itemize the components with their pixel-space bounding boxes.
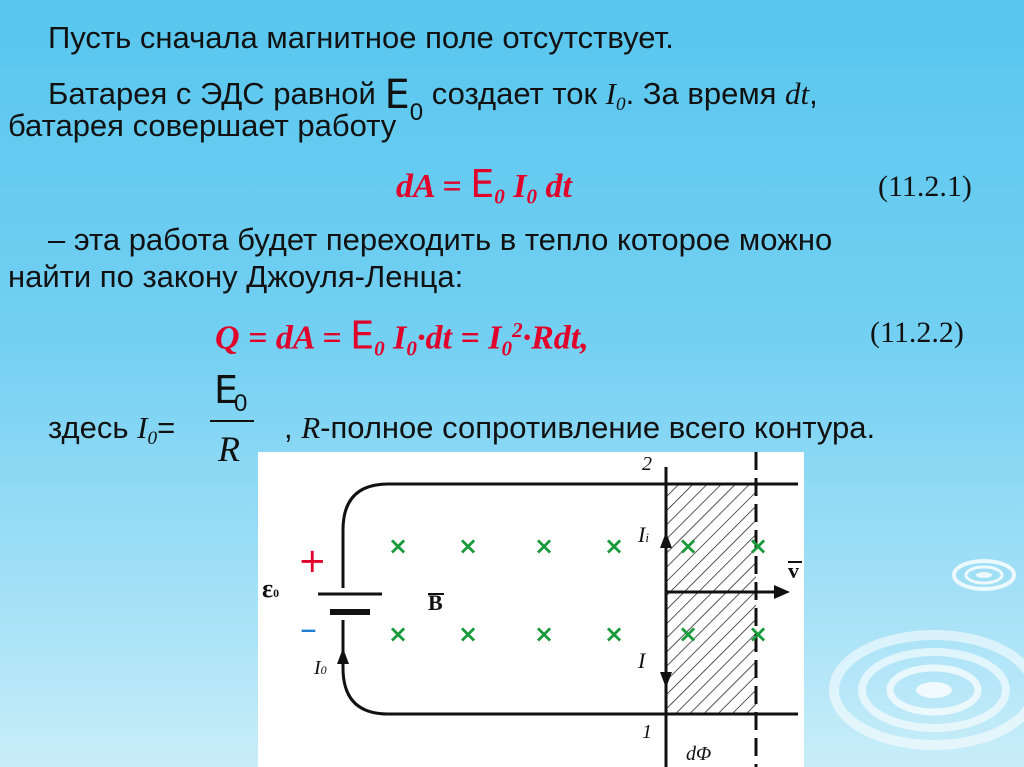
formula-1 [396,162,572,215]
line-3-text: батарея совершает работу [8,108,397,143]
text-line-5 [48,222,832,258]
formula-2-part-c: ·Rdt, [522,319,589,357]
magnetic-field-cross: × [458,532,479,560]
magnetic-field-cross: × [678,620,699,648]
formula-2-emf: Ε [350,313,375,358]
plus-sign: + [298,541,327,581]
circuit-diagram [258,452,804,767]
fraction-numerator-sub: 0 [234,390,248,417]
current-symbol: I [605,76,616,111]
fraction-numerator: Ε [214,368,239,412]
velocity-arrowhead [774,585,790,599]
formula-2-current-sub: 0 [406,336,417,361]
line-5-text: – эта работа будет переходить в тепло которое можно [48,222,833,257]
induced-current-label [638,524,649,546]
line-8-current: I [137,410,148,445]
i0-label [314,658,327,678]
circuit-drawing [258,452,804,767]
magnetic-field-cross: × [388,620,409,648]
line-8-part-b: , [284,410,302,445]
line-6-text: найти по закону Джоуля-Ленца: [8,259,464,294]
i0-sub: 0 [320,663,327,677]
line-8-part-a: здесь [48,410,138,445]
line-2-part-c: . За время [625,76,786,111]
formula-2-square: 2 [512,318,523,342]
water-ripple-decoration [824,520,1024,767]
dt-symbol: dt [785,76,810,111]
text-line-1 [48,20,674,56]
line-1-text: Пусть сначала магнитное поле отсутствует. [48,20,674,55]
formula-2-part-b: ·dt = I [416,319,502,357]
formula-2-emf-sub: 0 [374,336,385,361]
line-8-equals: = [157,410,176,445]
hatched-area [666,484,756,714]
magnetic-field-cross: × [534,620,555,648]
fraction-bar [210,420,254,422]
velocity-label: v [788,558,799,583]
induced-current-symbol: I [638,522,646,547]
emf-label-sub: 0 [273,586,280,600]
rail-label-top: 2 [642,453,652,475]
minus-sign: – [300,609,317,649]
line-8-resistance: R [301,410,321,445]
line-2-part-b: создает ток [423,76,606,111]
fraction-denominator: R [218,429,240,469]
text-line-6 [8,259,463,295]
formula-2-part-a: Q = dA = [215,319,351,357]
magnetic-field-cross: × [458,620,479,648]
current-subscript: 0 [615,94,626,116]
i0-arrow [337,648,349,664]
line-2-part-a: Батарея с ЭДС равной [48,76,385,111]
rail-label-bottom: 1 [642,721,652,743]
text-line-3 [8,108,396,144]
i0-symbol: I [314,657,321,679]
formula-1-rest: dt [537,168,572,205]
text-line-8-left [48,410,175,457]
ripple-ring [976,572,992,578]
magnetic-field-cross: × [534,532,555,560]
flux-label: dΦ [686,743,712,765]
b-field-label: B [428,590,443,615]
line-8-part-c: -полное сопротивление всего контура. [320,410,876,445]
ripple-ring [916,682,952,698]
formula-1-number: (11.2.1) [878,170,972,203]
text-line-8-right [284,410,875,446]
line-8-current-sub: 0 [147,428,158,450]
emf-label-symbol: ε [262,574,274,603]
formula-1-lhs: dA = [396,168,471,205]
formula-2-current: I [384,319,407,357]
emf-subscript: 0 [409,99,424,126]
magnetic-field-cross: × [604,532,625,560]
magnetic-field-cross: × [604,620,625,648]
line-2-part-d: , [809,76,818,111]
formula-2-number: (11.2.2) [870,316,964,349]
emf-label [262,576,279,602]
formula-2 [215,312,589,366]
formula-2-current2-sub: 0 [501,336,513,361]
magnetic-field-cross: × [388,532,409,560]
fraction [208,368,258,480]
magnetic-field-cross: × [748,532,769,560]
magnetic-field-cross: × [678,532,699,560]
magnetic-field-cross: × [748,620,769,648]
induced-current-sub: i [645,530,649,545]
emf-symbol: Ε [384,72,410,118]
formula-1-emf-sub: 0 [494,184,505,209]
formula-1-current: I [504,168,527,205]
current-label: I [638,648,646,673]
formula-1-emf: Ε [470,162,495,206]
formula-1-current-sub: 0 [526,184,538,209]
